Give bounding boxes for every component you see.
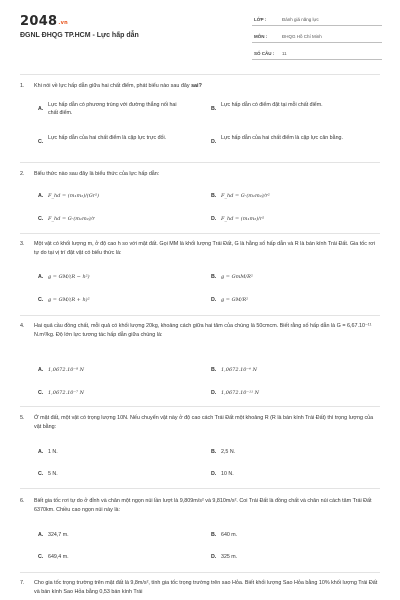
option-text: 10 N. — [221, 471, 234, 477]
option-value: 1,0672.10⁻⁷ N — [48, 390, 85, 396]
option-text: 2,5 N. — [221, 449, 236, 455]
option-letter: C. — [38, 390, 44, 396]
option-letter: D. — [211, 554, 217, 560]
option-letter: C. — [38, 216, 44, 222]
meta-subject-label: MÔN : — [254, 34, 268, 39]
option-letter: D. — [211, 297, 217, 303]
question-text: Biết gia tốc rơi tự do ở đỉnh và chân một ngọn núi lần lượt là 9,809m/s² và 9,810m/s². Coi Trái Đất là đồng chất và chân núi cách tâm Trái Đất 6370km. Chiều cao ngọn núi này là: — [34, 498, 372, 513]
question-number: 3. — [20, 241, 25, 247]
option-text: Lực hấp dẫn của hai chất điểm là cặp lực cân bằng. — [221, 135, 343, 141]
question-text: Biểu thức nào sau đây là biểu thức của lực hấp dẫn: — [34, 171, 160, 177]
meta-class-label: LỚP : — [254, 17, 267, 22]
page-header — [0, 0, 400, 62]
meta-count-row — [252, 48, 382, 60]
option-letter: A. — [38, 449, 44, 455]
option-letter: B. — [211, 106, 217, 112]
option-text: 649,4 m. — [48, 554, 69, 560]
option-formula: g = GmM/R² — [221, 274, 253, 280]
question-text: Một vật có khối lượng m, ở độ cao h so với mặt đất. Gọi MM là khối lượng Trái Đất, G là hằng số hấp dẫn và R là bán kính Trái Đất. Gia tốc rơi tự do tại vị trí đặt vật có biểu thức là: — [34, 241, 375, 256]
logo-suffix: .vn — [58, 20, 69, 26]
option-formula: F_hd = G·(m₁m₂)/r — [48, 216, 95, 222]
option-formula: F_hd = (m₁m₂)/r² — [221, 216, 265, 222]
site-logo[interactable] — [20, 14, 68, 29]
option-value: 1,0672.10⁻¹¹ N — [221, 390, 260, 396]
question-text: Cho gia tốc trọng trường trên mặt đất là 9,8m/s², tính gia tốc trọng trường trên sao Hỏa. Biết khối lượng Sao Hỏa bằng 10% khối lượng Trái Đất và bán kính Sao Hỏa bằng 0,53 bán kính Trái — [34, 580, 378, 595]
option-letter: C. — [38, 297, 44, 303]
option-letter: A. — [38, 367, 44, 373]
question-number: 7. — [20, 580, 25, 586]
divider — [20, 488, 380, 489]
divider — [20, 233, 380, 234]
question-number: 4. — [20, 323, 25, 329]
question-number: 1. — [20, 83, 25, 89]
option-value: 1,0672.10⁻⁶ N — [221, 367, 258, 373]
question-7 — [20, 579, 380, 600]
option-letter: B. — [211, 193, 217, 199]
meta-box — [252, 14, 382, 65]
option-letter: D. — [211, 390, 217, 396]
option-letter: C. — [38, 471, 44, 477]
option-formula: g = GM/(R + h)² — [48, 297, 90, 303]
option-text: 640 m. — [221, 532, 238, 538]
option-letter: D. — [211, 139, 217, 145]
option-formula: F_hd = G·(m₁m₂)/r² — [221, 193, 270, 199]
option-formula: g = GM/R² — [221, 297, 249, 303]
option-letter: C. — [38, 554, 44, 560]
option-letter: B. — [211, 274, 217, 280]
meta-subject-row — [252, 31, 382, 43]
question-number: 2. — [20, 171, 25, 177]
question-number: 5. — [20, 415, 25, 421]
option-letter: B. — [211, 532, 217, 538]
option-letter: B. — [211, 367, 217, 373]
meta-count-value: 11 — [282, 51, 287, 56]
logo-text: 2048 — [20, 14, 58, 29]
option-letter: A. — [38, 274, 44, 280]
meta-class-row — [252, 14, 382, 26]
option-letter: A. — [38, 193, 44, 199]
option-letter: C. — [38, 139, 44, 145]
option-text: Lực hấp dẫn của hai chất điểm là cặp lực trực đối. — [48, 135, 167, 141]
divider — [20, 406, 380, 407]
option-value: 1,0672.10⁻⁸ N — [48, 367, 85, 373]
meta-count-label: SỐ CÂU : — [254, 51, 275, 56]
option-text: 5 N. — [48, 471, 58, 477]
option-letter: A. — [38, 106, 44, 112]
option-text: Lực hấp dẫn có phương trùng với đường thẳng nối hai chất điểm. — [48, 102, 177, 116]
document-title: ĐGNL ĐHQG TP.HCM - Lực hấp dẫn — [20, 32, 139, 39]
option-formula: g = GM/(R − h²) — [48, 274, 90, 280]
question-text: Khi nói về lực hấp dẫn giữa hai chất điểm, phát biểu nào sau đây sai? — [34, 83, 202, 89]
option-letter: D. — [211, 471, 217, 477]
divider — [20, 315, 380, 316]
option-text: 325 m. — [221, 554, 238, 560]
option-formula: F_hd = (m₁m₂)/(Gr²) — [48, 193, 100, 199]
divider — [20, 74, 380, 75]
question-number: 6. — [20, 498, 25, 504]
option-text: 1 N. — [48, 449, 58, 455]
divider — [20, 162, 380, 163]
meta-class-value: Đánh giá năng lực — [282, 17, 319, 22]
option-text: 324,7 m. — [48, 532, 69, 538]
meta-subject-value: ĐHQG Hồ Chí Minh — [282, 34, 322, 39]
option-letter: A. — [38, 532, 44, 538]
question-text: Hai quả cầu đồng chất, mỗi quả có khối lượng 20kg, khoảng cách giữa hai tâm của chúng là 50cmcm. Biết rằng số hấp dẫn là G = 6,67.10⁻¹¹ N.m²/kg. Độ lớn lực tương tác hấp dẫn giữa chúng là: — [34, 323, 372, 338]
option-letter: B. — [211, 449, 217, 455]
question-text: Ở mặt đất, một vật có trọng lượng 10N. Nếu chuyển vật này ở độ cao cách Trái Đất một khoảng R (R là bán kính Trái Đất) thì trọng lượng của vật bằng: — [34, 415, 374, 430]
divider — [20, 572, 380, 573]
option-letter: D. — [211, 216, 217, 222]
option-text: Lực hấp dẫn có điểm đặt tại mỗi chất điểm. — [221, 102, 323, 108]
